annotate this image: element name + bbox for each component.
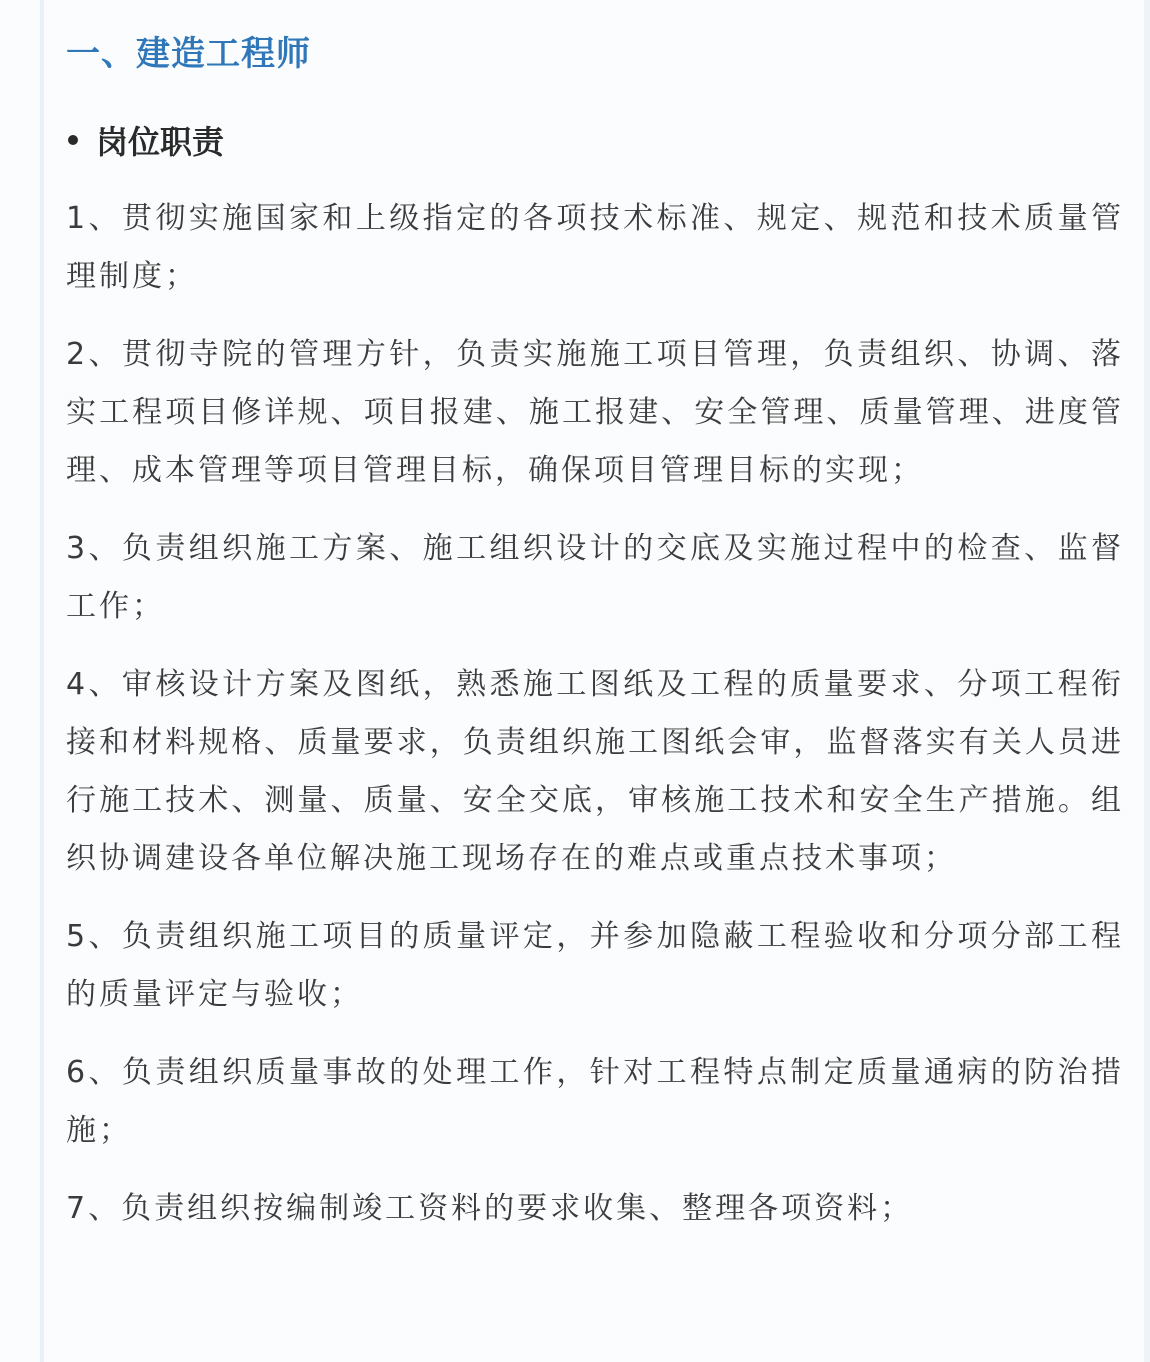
duty-item-6: 6、负责组织质量事故的处理工作，针对工程特点制定质量通病的防治措施； bbox=[66, 1055, 1124, 1148]
right-border-rule bbox=[1144, 0, 1150, 1362]
duty-list bbox=[66, 190, 1124, 1258]
bullet-dot-icon bbox=[68, 135, 78, 145]
duty-item-4: 4、审核设计方案及图纸，熟悉施工图纸及工程的质量要求、分项工程衔接和材料规格、质量要求，负责组织施工图纸会审，监督落实有关人员进行施工技术、测量、质量、安全交底，审核施工技术和安全生产措施。组织协调建设各单位解决施工现场存在的难点或重点技术事项； bbox=[66, 667, 1124, 876]
duty-item-7: 7、负责组织按编制竣工资料的要求收集、整理各项资料； bbox=[66, 1191, 914, 1226]
duty-item-2: 2、贯彻寺院的管理方针，负责实施施工项目管理，负责组织、协调、落实工程项目修详规、项目报建、施工报建、安全管理、质量管理、进度管理、成本管理等项目管理目标，确保项目管理目标的实现； bbox=[66, 337, 1124, 488]
duty-item-3: 3、负责组织施工方案、施工组织设计的交底及实施过程中的检查、监督工作； bbox=[66, 531, 1124, 624]
left-border-rule bbox=[40, 0, 44, 1362]
sub-heading-label: 岗位职责 bbox=[96, 123, 225, 161]
section-title: 一、建造工程师 bbox=[66, 34, 311, 74]
duty-item-1: 1、贯彻实施国家和上级指定的各项技术标准、规定、规范和技术质量管理制度； bbox=[66, 201, 1124, 294]
duty-item-5: 5、负责组织施工项目的质量评定，并参加隐蔽工程验收和分项分部工程的质量评定与验收； bbox=[66, 919, 1124, 1012]
sub-heading bbox=[66, 116, 224, 168]
